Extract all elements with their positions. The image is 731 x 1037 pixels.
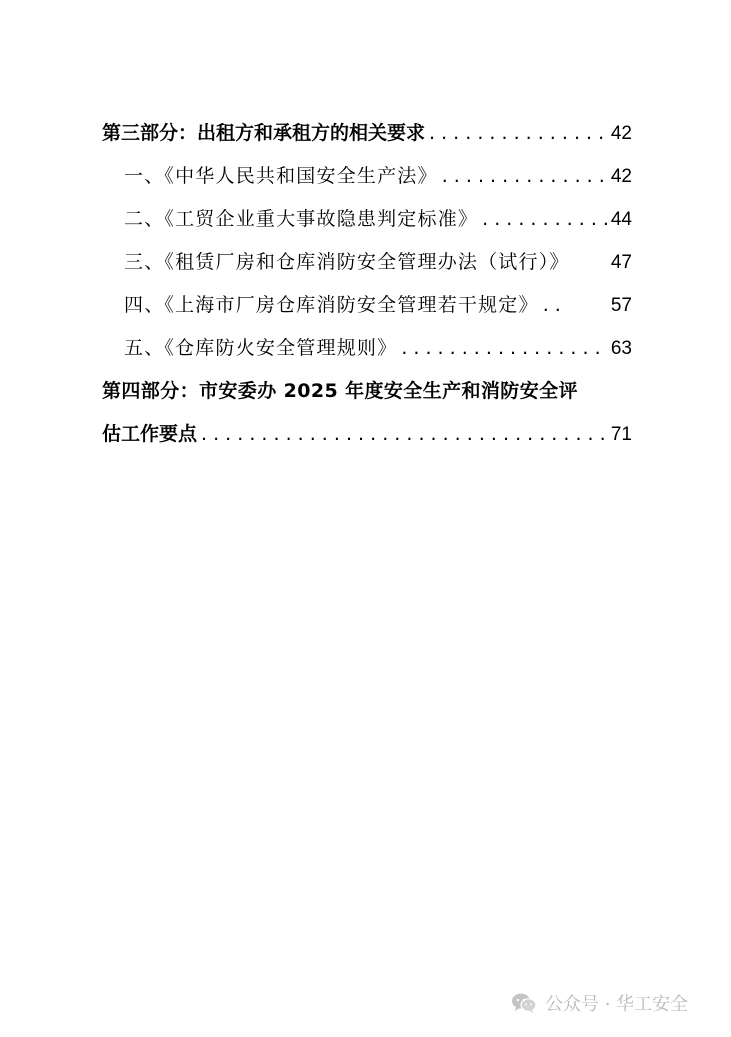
watermark-text: 公众号 · 华工安全 [545,994,689,1015]
toc-entry-title: 第三部分：出租方和承租方的相关要求 [102,122,426,144]
toc-entry-3[interactable] [102,241,632,284]
dot-leader [429,112,607,155]
dot-leader [543,284,607,327]
toc-entry-part-3[interactable] [102,112,632,155]
watermark [511,990,688,1016]
table-of-contents [102,112,632,456]
toc-entry-2[interactable] [102,198,632,241]
wechat-icon [511,992,537,1014]
toc-entry-title-continued: 估工作要点 [102,423,198,445]
dot-leader [401,327,607,370]
toc-entry-title: 二、《工贸企业重大事故隐患判定标准》 [124,208,479,230]
toc-entry-title: 第四部分：市安委办 2025 年度安全生产和消防安全评 [102,380,578,402]
toc-entry-page: 71 [610,424,632,445]
toc-entry-1[interactable] [102,155,632,198]
toc-entry-title: 三、《租赁厂房和仓库消防安全管理办法（试行）》 [124,251,570,273]
dot-leader [201,413,607,456]
toc-entry-title: 四、《上海市厂房仓库消防安全管理若干规定》 [124,294,539,316]
toc-entry-page: 44 [610,209,632,230]
toc-entry-5[interactable] [102,327,632,370]
toc-entry-part-4-line1[interactable] [102,370,632,413]
toc-entry-4[interactable] [102,284,632,327]
toc-entry-title: 一、《中华人民共和国安全生产法》 [124,165,438,187]
toc-entry-title: 五、《仓库防火安全管理规则》 [124,337,398,359]
toc-entry-part-4-line2[interactable] [102,413,632,456]
toc-entry-page: 63 [610,338,632,359]
toc-entry-page: 47 [610,252,632,273]
dot-leader [482,198,607,241]
toc-entry-page: 57 [610,295,632,316]
dot-leader [442,155,607,198]
toc-entry-page: 42 [610,123,632,144]
toc-entry-page: 42 [610,166,632,187]
